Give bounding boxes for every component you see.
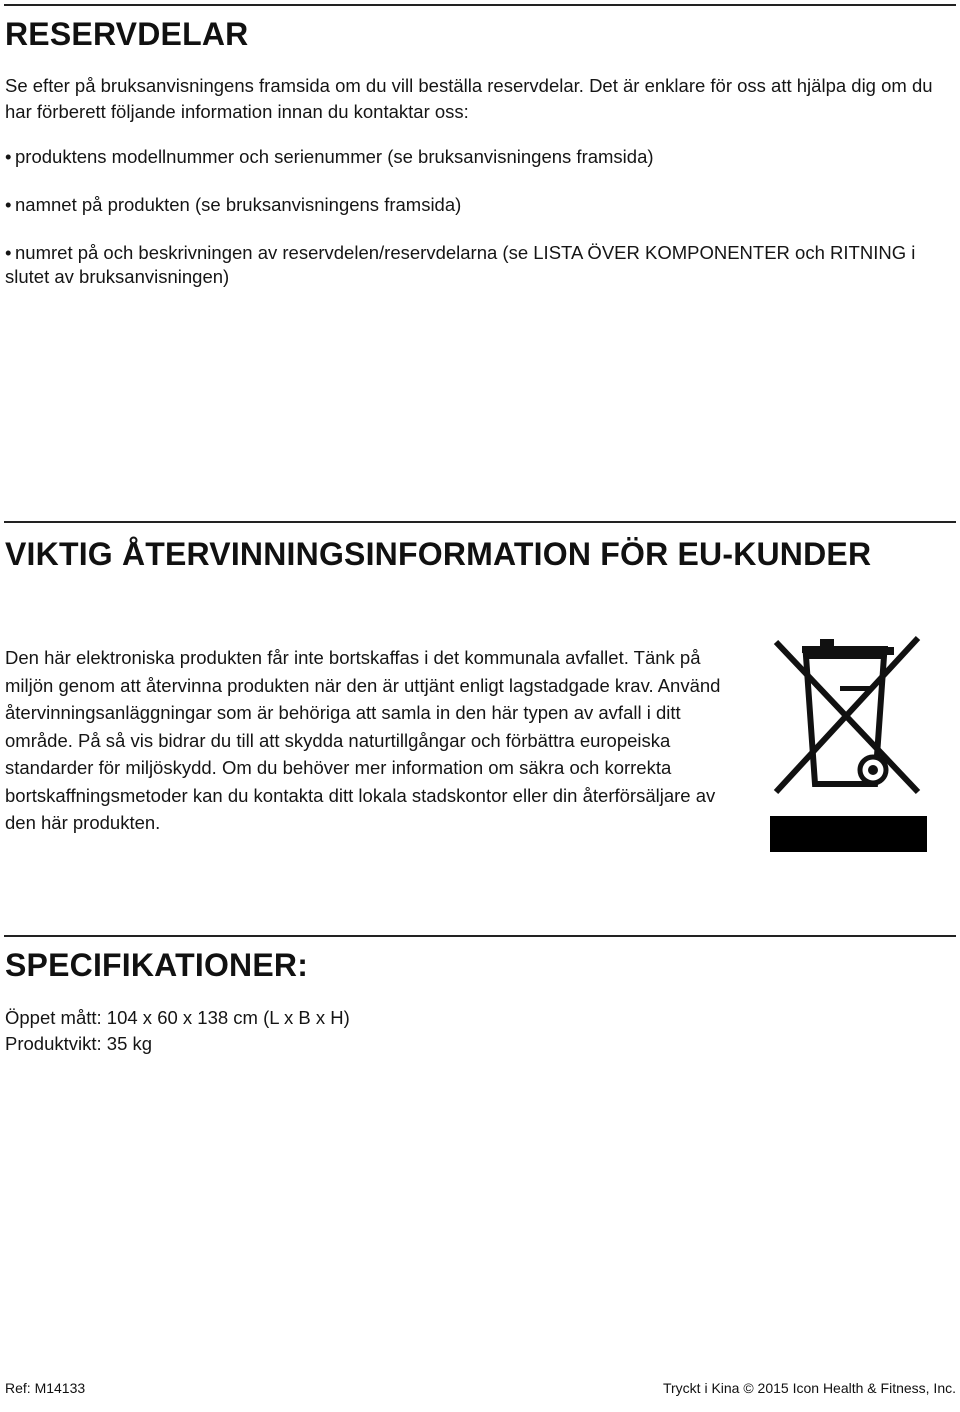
list-item-text: numret på och beskrivningen av reservdelen/reservdelarna (se LISTA ÖVER KOMPONENTER och RITNING i slutet av bruksanvisningen)	[5, 242, 916, 287]
spec-dimensions: Öppet mått: 104 x 60 x 138 cm (L x B x H)	[5, 1007, 350, 1028]
spare-parts-intro: Se efter på bruksanvisningens framsida om du vill beställa reservdelar. Det är enklare för oss att hjälpa dig om du har förberett följande information innan du kontaktar oss:	[5, 75, 933, 122]
spare-parts-heading: RESERVDELAR	[5, 16, 249, 52]
list-item	[5, 193, 945, 217]
section-divider	[4, 521, 956, 523]
spec-weight: Produktvikt: 35 kg	[5, 1033, 153, 1054]
section-divider	[4, 935, 956, 937]
list-item-text: produktens modellnummer och serienummer (se bruksanvisningens framsida)	[15, 146, 654, 167]
footer-printed: Tryckt i Kina © 2015 Icon Health & Fitness, Inc.	[662, 1380, 956, 1396]
recycling-heading: VIKTIG ÅTERVINNINGSINFORMATION FÖR EU-KUNDER	[5, 536, 872, 572]
recycling-text: Den här elektroniska produkten får inte bortskaffas i det kommunala avfallet. Tänk på miljön genom att återvinna produkten när den är uttjänt enligt lagstadgade krav. Använd återvinningsanläggningar som är behöriga att samla in den här typen av avfall i ditt område. På så vis bidrar du till att skydda naturtillgångar och förbättra europeiska standarder för miljöskydd. Om du behöver mer information om säkra och korrekta bortskaffningsmetoder kan du kontakta ditt lokala stadskontor eller din återförsäljare av den här produkten.	[5, 647, 721, 833]
bullet-dot-icon: •	[5, 242, 12, 263]
list-item	[5, 145, 945, 169]
specs-heading: SPECIFIKATIONER:	[5, 947, 309, 983]
list-item	[5, 241, 945, 289]
spare-parts-info-list	[5, 145, 945, 313]
footer-ref: Ref: M14133	[5, 1380, 86, 1396]
section-divider	[4, 4, 956, 6]
crossed-out-wheelie-bin-icon	[768, 634, 928, 856]
list-item-text: namnet på produkten (se bruksanvisningens framsida)	[15, 194, 462, 215]
bullet-dot-icon: •	[5, 194, 12, 215]
bullet-dot-icon: •	[5, 146, 12, 167]
